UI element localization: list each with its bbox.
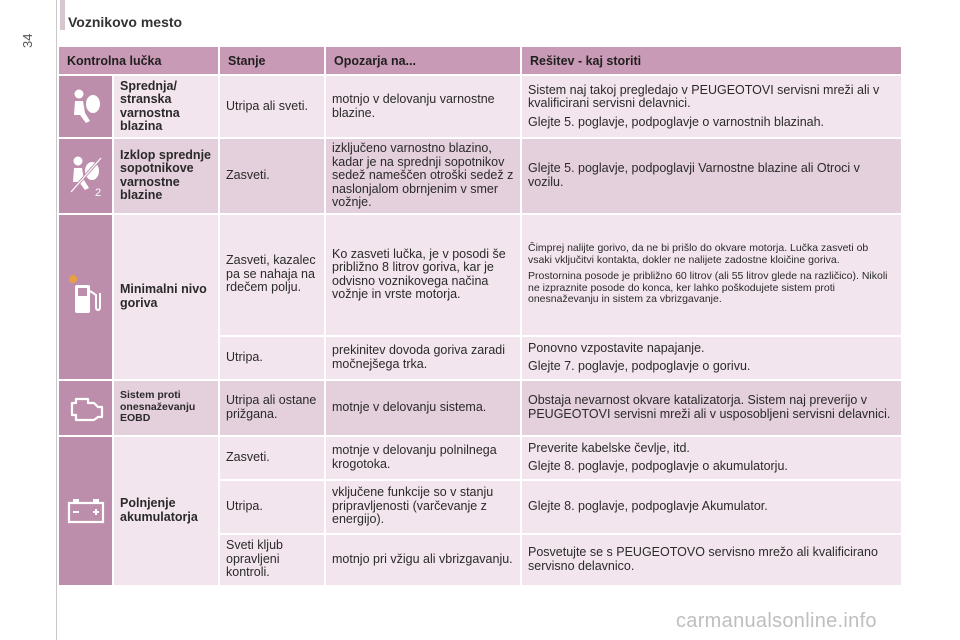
fuel-pump-icon — [59, 215, 112, 379]
light-indicates: prekinitev dovoda goriva zaradi močnejšega trka. — [326, 337, 520, 379]
light-name: Polnjenje akumulatorja — [114, 437, 218, 585]
light-state: Utripa ali ostane prižgana. — [220, 381, 324, 435]
solution-text: Glejte 8. poglavje, podpoglavje o akumulatorju. — [528, 459, 788, 473]
table-row — [59, 215, 901, 335]
engine-check-icon — [59, 381, 112, 435]
solution-text: Prostornina posode je približno 60 litrov (ali 55 litrov glede na različico). Nikoli ne izpraznite posode do konca, ker lahko poškodujete sistem proti onesnaževanju in sistem za vbrizgavanje. — [528, 270, 888, 306]
solution-text: Ponovno vzpostavite napajanje. — [528, 340, 705, 355]
solution-text: Sistem naj takoj pregledajo v PEUGEOTOVI servisni mreži ali v kvalificirani servisni delavnici. — [528, 82, 880, 111]
light-state: Utripa. — [220, 481, 324, 533]
light-indicates: Ko zasveti lučka, je v posodi še približno 8 litrov goriva, kar je odvisno voznikovega načina vožnje in vrste motorja. — [326, 215, 520, 335]
light-name: Sprednja/ stranska varnostna blazina — [114, 76, 218, 137]
light-state: Zasveti. — [220, 139, 324, 213]
light-solution — [522, 215, 901, 335]
solution-text: Glejte 8. poglavje, podpoglavje Akumulator. — [528, 498, 768, 513]
header-indicates: Opozarja na... — [326, 47, 520, 74]
table-row — [59, 381, 901, 435]
solution-text: Obstaja nevarnost okvare katalizatorja. Sistem naj preverijo v PEUGEOTOVI servisni mreži ali v usposobljeni servisni delavnici. — [528, 393, 891, 421]
battery-icon — [59, 437, 112, 585]
light-solution — [522, 535, 901, 585]
light-indicates: motnjo v delovanju varnostne blazine. — [326, 76, 520, 137]
light-solution — [522, 76, 901, 137]
light-state: Zasveti. — [220, 437, 324, 479]
table-row — [59, 76, 901, 137]
solution-text: Glejte 5. poglavje, podpoglavji Varnostne blazine ali Otroci v vozilu. — [528, 161, 860, 189]
table-header-row — [59, 47, 901, 74]
light-indicates: motnjo pri vžigu ali vbrizgavanju. — [326, 535, 520, 585]
svg-text:2: 2 — [94, 186, 101, 198]
light-indicates: vključene funkcije so v stanju pripravljenosti (varčevanje z energijo). — [326, 481, 520, 533]
light-state: Utripa. — [220, 337, 324, 379]
light-indicates: motnje v delovanju polnilnega krogotoka. — [326, 437, 520, 479]
table-row — [59, 437, 901, 479]
section-title: Voznikovo mesto — [68, 14, 183, 30]
light-name: Sistem proti onesnaževanju EOBD — [114, 381, 218, 435]
solution-text: Posvetujte se s PEUGEOTOVO servisno mrežo ali kvalificirano servisno delavnico. — [528, 545, 878, 573]
light-solution — [522, 139, 901, 213]
section-tab — [60, 0, 65, 30]
solution-text: Čimprej nalijte gorivo, da ne bi prišlo do okvare motorja. Lučka zasveti ob vsaki vključitvi kontakta, dokler ne nalijete zadostne kloičine goriva. — [528, 242, 869, 266]
light-name: Izklop sprednje sopotnikove varnostne blazine — [114, 139, 218, 213]
header-state: Stanje — [220, 47, 324, 74]
light-indicates: motnje v delovanju sistema. — [326, 381, 520, 435]
light-state: Zasveti, kazalec pa se nahaja na rdečem polju. — [220, 215, 324, 335]
light-name: Minimalni nivo goriva — [114, 215, 218, 379]
light-state: Sveti kljub opravljeni kontroli. — [220, 535, 324, 585]
light-solution — [522, 437, 901, 479]
light-solution — [522, 337, 901, 379]
watermark: carmanualsonline.info — [676, 610, 877, 632]
light-solution — [522, 381, 901, 435]
light-indicates: izključeno varnostno blazino, kadar je na sprednji sopotnikov sedež nameščen otroški sedež z naslonjalom obrnjenim v smer vožnje. — [326, 139, 520, 213]
header-warning-light: Kontrolna lučka — [59, 47, 218, 74]
page-number: 34 — [20, 33, 35, 48]
solution-text: Glejte 5. poglavje, podpoglavje o varnostnih blazinah. — [528, 114, 825, 129]
solution-text: Glejte 7. poglavje, podpoglavje o gorivu. — [528, 359, 751, 373]
solution-text: Preverite kabelske čevlje, itd. — [528, 440, 690, 455]
airbag-warning-icon — [59, 76, 112, 137]
light-solution — [522, 481, 901, 533]
light-state: Utripa ali sveti. — [220, 76, 324, 137]
warning-lights-table — [57, 45, 903, 587]
header-solution: Rešitev - kaj storiti — [522, 47, 901, 74]
table-row — [59, 139, 901, 213]
passenger-airbag-off-icon — [59, 139, 112, 213]
